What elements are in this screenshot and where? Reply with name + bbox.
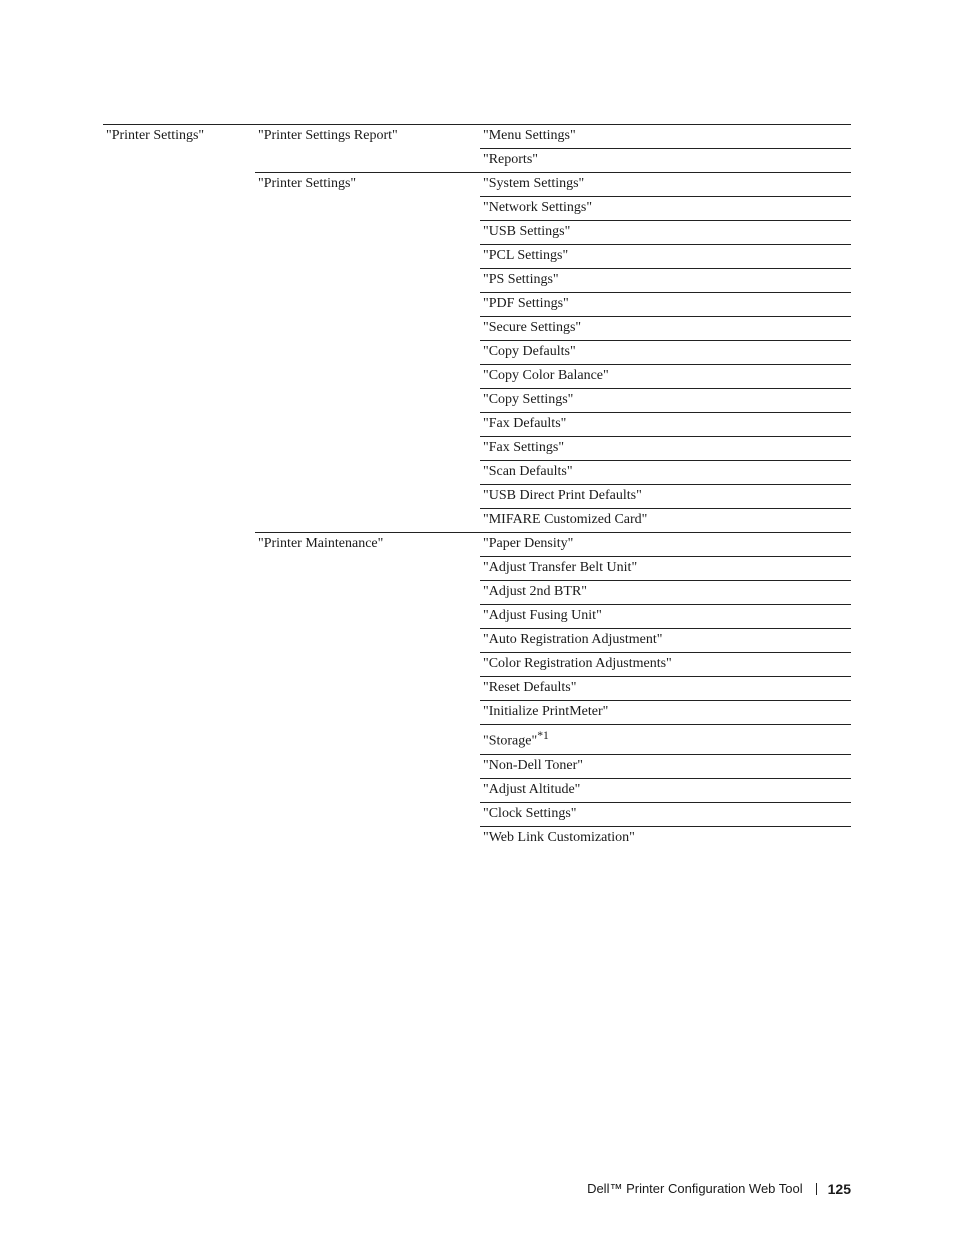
- level1-cell: [103, 653, 255, 677]
- level1-cell: [103, 725, 255, 755]
- menu-item-label: "Initialize PrintMeter": [483, 704, 609, 719]
- level3-cell: [480, 317, 851, 341]
- menu-item-label: "USB Settings": [483, 224, 571, 239]
- level1-cell: [103, 293, 255, 317]
- level2-cell: [255, 437, 480, 461]
- menu-item-label: "Scan Defaults": [483, 464, 573, 479]
- level2-cell: "Printer Maintenance": [255, 533, 480, 557]
- level2-cell: [255, 701, 480, 725]
- table-row: [103, 701, 851, 725]
- level2-cell: [255, 581, 480, 605]
- table-row: [103, 677, 851, 701]
- level3-cell: [480, 197, 851, 221]
- table-row: [103, 725, 851, 755]
- menu-item-label: "Adjust Fusing Unit": [483, 608, 602, 623]
- table-row: [103, 437, 851, 461]
- level1-cell: [103, 389, 255, 413]
- table-row: [103, 826, 851, 850]
- level1-cell: [103, 317, 255, 341]
- table-row: [103, 197, 851, 221]
- table-row: [103, 221, 851, 245]
- level2-cell: [255, 293, 480, 317]
- level3-cell: [480, 269, 851, 293]
- level2-cell: [255, 754, 480, 778]
- level2-cell: "Printer Settings": [255, 173, 480, 197]
- level2-cell: [255, 557, 480, 581]
- level2-cell: [255, 802, 480, 826]
- level2-cell: [255, 605, 480, 629]
- level1-cell: [103, 629, 255, 653]
- menu-item-label: "Adjust Altitude": [483, 781, 581, 797]
- level3-cell: [480, 725, 851, 755]
- level3-cell: [480, 125, 851, 149]
- table-row: [103, 389, 851, 413]
- level1-cell: [103, 149, 255, 173]
- level2-cell: [255, 725, 480, 755]
- level1-cell: [103, 365, 255, 389]
- table-row: [103, 557, 851, 581]
- level3-cell: [480, 701, 851, 725]
- level3-cell: [480, 653, 851, 677]
- level1-cell: [103, 581, 255, 605]
- table-row: [103, 653, 851, 677]
- level2-cell: [255, 629, 480, 653]
- level3-cell: [480, 293, 851, 317]
- footnote-marker: *1: [537, 729, 549, 742]
- level3-cell: [480, 677, 851, 701]
- level1-cell: [103, 826, 255, 850]
- level3-cell: [480, 173, 851, 197]
- table-row: [103, 533, 851, 557]
- level3-cell: [480, 826, 851, 850]
- table-row: [103, 125, 851, 149]
- level1-cell: [103, 245, 255, 269]
- level1-cell: [103, 605, 255, 629]
- table-row: [103, 629, 851, 653]
- menu-item-label: "Storage": [483, 733, 538, 749]
- table-row: [103, 149, 851, 173]
- level3-cell: [480, 778, 851, 802]
- menu-item-label: "Secure Settings": [483, 320, 582, 335]
- table-row: [103, 461, 851, 485]
- level1-cell: [103, 802, 255, 826]
- level1-cell: [103, 485, 255, 509]
- level3-cell: [480, 605, 851, 629]
- level2-cell: [255, 341, 480, 365]
- level3-cell: [480, 341, 851, 365]
- table-row: [103, 293, 851, 317]
- level3-cell: [480, 461, 851, 485]
- level3-cell: [480, 413, 851, 437]
- level1-cell: [103, 437, 255, 461]
- table-row: [103, 605, 851, 629]
- menu-item-label: "System Settings": [483, 176, 585, 191]
- page-footer: [587, 1180, 851, 1198]
- menu-item-label: "Non-Dell Toner": [483, 757, 584, 773]
- table-row: [103, 413, 851, 437]
- level3-cell: [480, 221, 851, 245]
- level1-cell: [103, 269, 255, 293]
- level3-cell: [480, 389, 851, 413]
- table-row: [103, 509, 851, 533]
- menu-item-label: "Reports": [483, 152, 538, 167]
- level1-cell: [103, 677, 255, 701]
- menu-item-label: "PS Settings": [483, 272, 559, 287]
- menu-item-label: "Clock Settings": [483, 805, 577, 821]
- level2-cell: [255, 653, 480, 677]
- level2-cell: [255, 509, 480, 533]
- menu-item-label: "Fax Settings": [483, 440, 565, 455]
- menu-item-label: "PDF Settings": [483, 296, 569, 311]
- level3-cell: [480, 437, 851, 461]
- table-row: [103, 245, 851, 269]
- menu-item-label: "Copy Color Balance": [483, 368, 609, 383]
- level1-cell: [103, 701, 255, 725]
- level2-cell: [255, 389, 480, 413]
- level1-cell: [103, 461, 255, 485]
- level1-cell: [103, 221, 255, 245]
- footer-divider: [816, 1183, 817, 1195]
- table-row: [103, 341, 851, 365]
- level1-cell: [103, 754, 255, 778]
- table-row: [103, 778, 851, 802]
- menu-item-label: "Copy Defaults": [483, 344, 576, 359]
- menu-item-label: "Network Settings": [483, 200, 593, 215]
- table-row: [103, 173, 851, 197]
- level2-cell: [255, 485, 480, 509]
- level1-cell: [103, 557, 255, 581]
- footer-title: Dell™ Printer Configuration Web Tool: [587, 1181, 803, 1196]
- table-row: [103, 754, 851, 778]
- level1-cell: "Printer Settings": [103, 125, 255, 149]
- level3-cell: [480, 365, 851, 389]
- table-row: [103, 269, 851, 293]
- level2-cell: [255, 197, 480, 221]
- table-row: [103, 317, 851, 341]
- level2-cell: [255, 149, 480, 173]
- menu-item-label: "Paper Density": [483, 536, 574, 551]
- level3-cell: [480, 581, 851, 605]
- level2-cell: [255, 413, 480, 437]
- level3-cell: [480, 533, 851, 557]
- page-number: 125: [827, 1181, 851, 1197]
- level3-cell: [480, 149, 851, 173]
- menu-item-label: "USB Direct Print Defaults": [483, 488, 642, 503]
- menu-item-label: "Adjust Transfer Belt Unit": [483, 560, 638, 575]
- level2-cell: [255, 365, 480, 389]
- level3-cell: [480, 629, 851, 653]
- level1-cell: [103, 173, 255, 197]
- level2-cell: "Printer Settings Report": [255, 125, 480, 149]
- level3-cell: [480, 509, 851, 533]
- level2-cell: [255, 778, 480, 802]
- level2-cell: [255, 826, 480, 850]
- level2-cell: [255, 269, 480, 293]
- table-row: [103, 802, 851, 826]
- menu-item-label: "Fax Defaults": [483, 416, 567, 431]
- level3-cell: [480, 557, 851, 581]
- menu-item-label: "Adjust 2nd BTR": [483, 584, 587, 599]
- level2-cell: [255, 461, 480, 485]
- menu-item-label: "PCL Settings": [483, 248, 569, 263]
- table-row: [103, 485, 851, 509]
- menu-item-label: "Color Registration Adjustments": [483, 656, 672, 671]
- level2-cell: [255, 677, 480, 701]
- level2-cell: [255, 221, 480, 245]
- level2-cell: [255, 317, 480, 341]
- level1-cell: [103, 533, 255, 557]
- level3-cell: [480, 754, 851, 778]
- level1-cell: [103, 341, 255, 365]
- menu-item-label: "MIFARE Customized Card": [483, 512, 648, 527]
- menu-item-label: "Menu Settings": [483, 128, 576, 143]
- level3-cell: [480, 485, 851, 509]
- level1-cell: [103, 197, 255, 221]
- menu-tree-table: [103, 124, 851, 850]
- menu-item-label: "Auto Registration Adjustment": [483, 632, 663, 647]
- level3-cell: [480, 802, 851, 826]
- menu-item-label: "Copy Settings": [483, 392, 574, 407]
- table-row: [103, 581, 851, 605]
- level1-cell: [103, 778, 255, 802]
- menu-item-label: "Reset Defaults": [483, 680, 577, 695]
- table-row: [103, 365, 851, 389]
- level2-cell: [255, 245, 480, 269]
- level1-cell: [103, 413, 255, 437]
- level3-cell: [480, 245, 851, 269]
- menu-item-label: "Web Link Customization": [483, 829, 635, 845]
- level1-cell: [103, 509, 255, 533]
